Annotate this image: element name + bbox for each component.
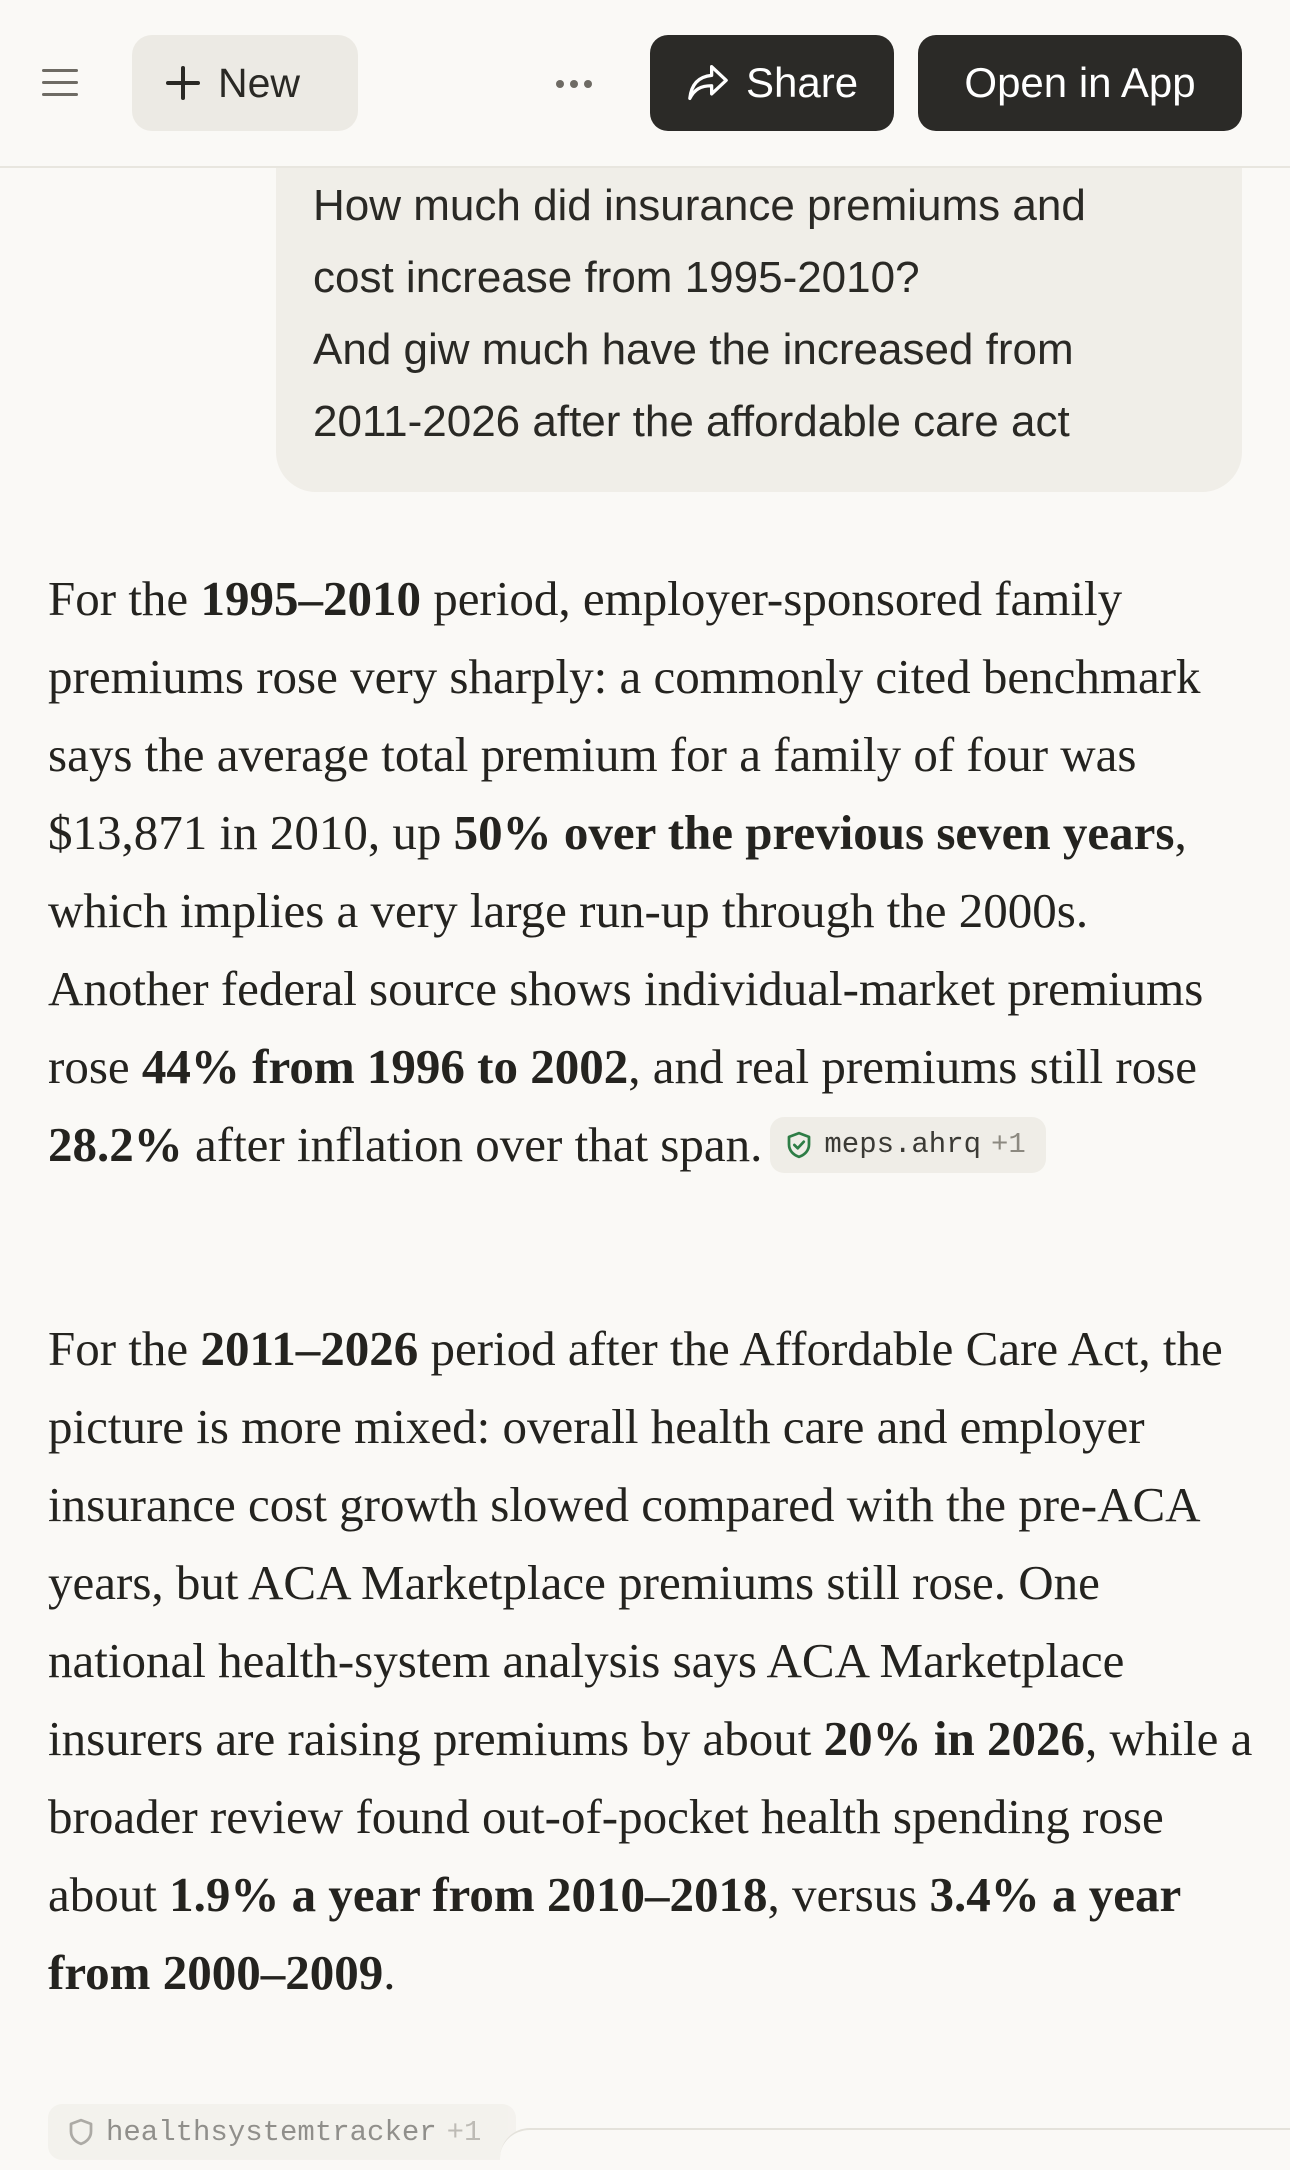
message-input-edge[interactable] (500, 2128, 1290, 2170)
source-chip-label: meps.ahrq (824, 1127, 982, 1161)
user-message-line: How much did insurance premiums and (313, 181, 1086, 230)
user-message-line: cost increase from 1995-2010? (313, 253, 920, 302)
source-chip-meps[interactable] (770, 1117, 1045, 1173)
user-message-line: And giw much have the increased from (313, 325, 1074, 374)
answer-paragraph-1: For the 1995–2010 period, employer-sponsored family premiums rose very sharply: a commonly cited benchmark says the average total premium for a family of four was $13,871 in 2010, up 50% over the previous seven years, which implies a very large run-up through the 2000s. Another federal source shows individual-market premiums rose 44% from 1996 to 2002, and real premiums still rose 28.2% after inflation over that span. meps.ahrq +1 (48, 560, 1253, 1184)
more-options-button[interactable] (548, 62, 600, 106)
top-bar (0, 0, 1290, 168)
source-chip-count: +1 (446, 2115, 482, 2149)
new-chat-button[interactable] (132, 35, 358, 131)
user-message-line: 2011-2026 after the affordable care act (313, 397, 1070, 446)
hamburger-icon-line (42, 69, 78, 72)
plus-icon (166, 66, 200, 100)
open-in-app-button[interactable] (918, 35, 1242, 131)
share-icon (686, 63, 730, 103)
open-in-app-label: Open in App (964, 59, 1196, 106)
share-button[interactable] (650, 35, 894, 131)
hamburger-icon-line (42, 93, 78, 96)
share-label: Share (746, 59, 859, 106)
menu-button[interactable] (38, 60, 84, 106)
source-chip-healthsystemtracker[interactable] (48, 2104, 516, 2160)
source-chip-count: +1 (991, 1127, 1026, 1161)
shield-icon (66, 2117, 96, 2147)
new-chat-label: New (218, 59, 301, 106)
ellipsis-icon (556, 80, 564, 88)
hamburger-icon-line (42, 81, 78, 84)
shield-check-icon (784, 1130, 814, 1160)
answer-paragraph-2: For the 2011–2026 period after the Affordable Care Act, the picture is more mixed: overall health care and employer insurance cost growth slowed compared with the pre-ACA years, but ACA Marketplace premiums still rose. One national health-system analysis says ACA Marketplace insurers are raising premiums by about 20% in 2026, while a broader review found out-of-pocket health spending rose about 1.9% a year from 2010–2018, versus 3.4% a year from 2000–2009. (48, 1321, 1253, 2000)
source-chip-label: healthsystemtracker (106, 2115, 437, 2149)
user-message-bubble (276, 130, 1242, 492)
